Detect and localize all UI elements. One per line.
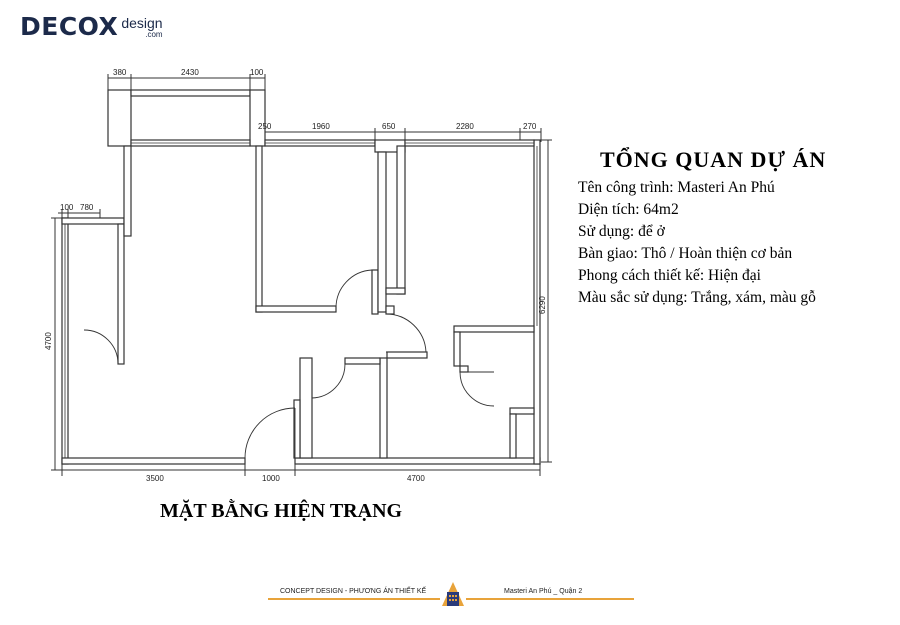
dim-left-1: 780 xyxy=(80,203,94,212)
dim-bottom-1: 1000 xyxy=(262,474,280,483)
overview-line: Bàn giao: Thô / Hoàn thiện cơ bản xyxy=(578,245,793,262)
dim-top2-3: 2280 xyxy=(456,122,474,131)
overview-line: Tên công trình: Masteri An Phú xyxy=(578,179,775,196)
footer-right-text: Masteri An Phú _ Quận 2 xyxy=(504,588,583,595)
overview-line: Diện tích: 64m2 xyxy=(578,201,679,218)
dim-bottom-0: 3500 xyxy=(146,474,164,483)
logo-word: design xyxy=(121,15,163,31)
dim-top2-2: 650 xyxy=(382,122,396,131)
doors xyxy=(84,270,494,458)
overview-line: Sử dụng: để ở xyxy=(578,223,665,240)
logo-mark: DECOX xyxy=(20,12,119,41)
building-icon xyxy=(440,580,466,608)
dim-top2-0: 250 xyxy=(258,122,272,131)
overview-line: Phong cách thiết kế: Hiện đại xyxy=(578,267,761,284)
dimension-line-left xyxy=(51,209,100,470)
overview-line: Màu sắc sử dụng: Trắng, xám, màu gỗ xyxy=(578,289,816,306)
dimension-line-bottom xyxy=(62,464,540,476)
dim-left-height: 4700 xyxy=(44,332,53,350)
footer-left-text: CONCEPT DESIGN - PHƯƠNG ÁN THIẾT KẾ xyxy=(280,588,427,595)
dim-top1-1: 2430 xyxy=(181,68,199,77)
footer xyxy=(268,578,634,618)
dim-top2-1: 1960 xyxy=(312,122,330,131)
dim-bottom-2: 4700 xyxy=(407,474,425,483)
dim-top2-4: 270 xyxy=(523,122,537,131)
overview-title: TỔNG QUAN DỰ ÁN xyxy=(600,147,827,172)
dim-right-height: 6290 xyxy=(538,296,547,314)
dim-top1-0: 380 xyxy=(113,68,127,77)
dim-left-0: 100 xyxy=(60,203,74,212)
walls xyxy=(62,90,540,464)
dim-top1-2: 100 xyxy=(250,68,264,77)
plan-title: MẶT BẰNG HIỆN TRẠNG xyxy=(160,500,403,522)
logo-domain: .com xyxy=(145,30,163,39)
project-overview xyxy=(578,147,826,309)
